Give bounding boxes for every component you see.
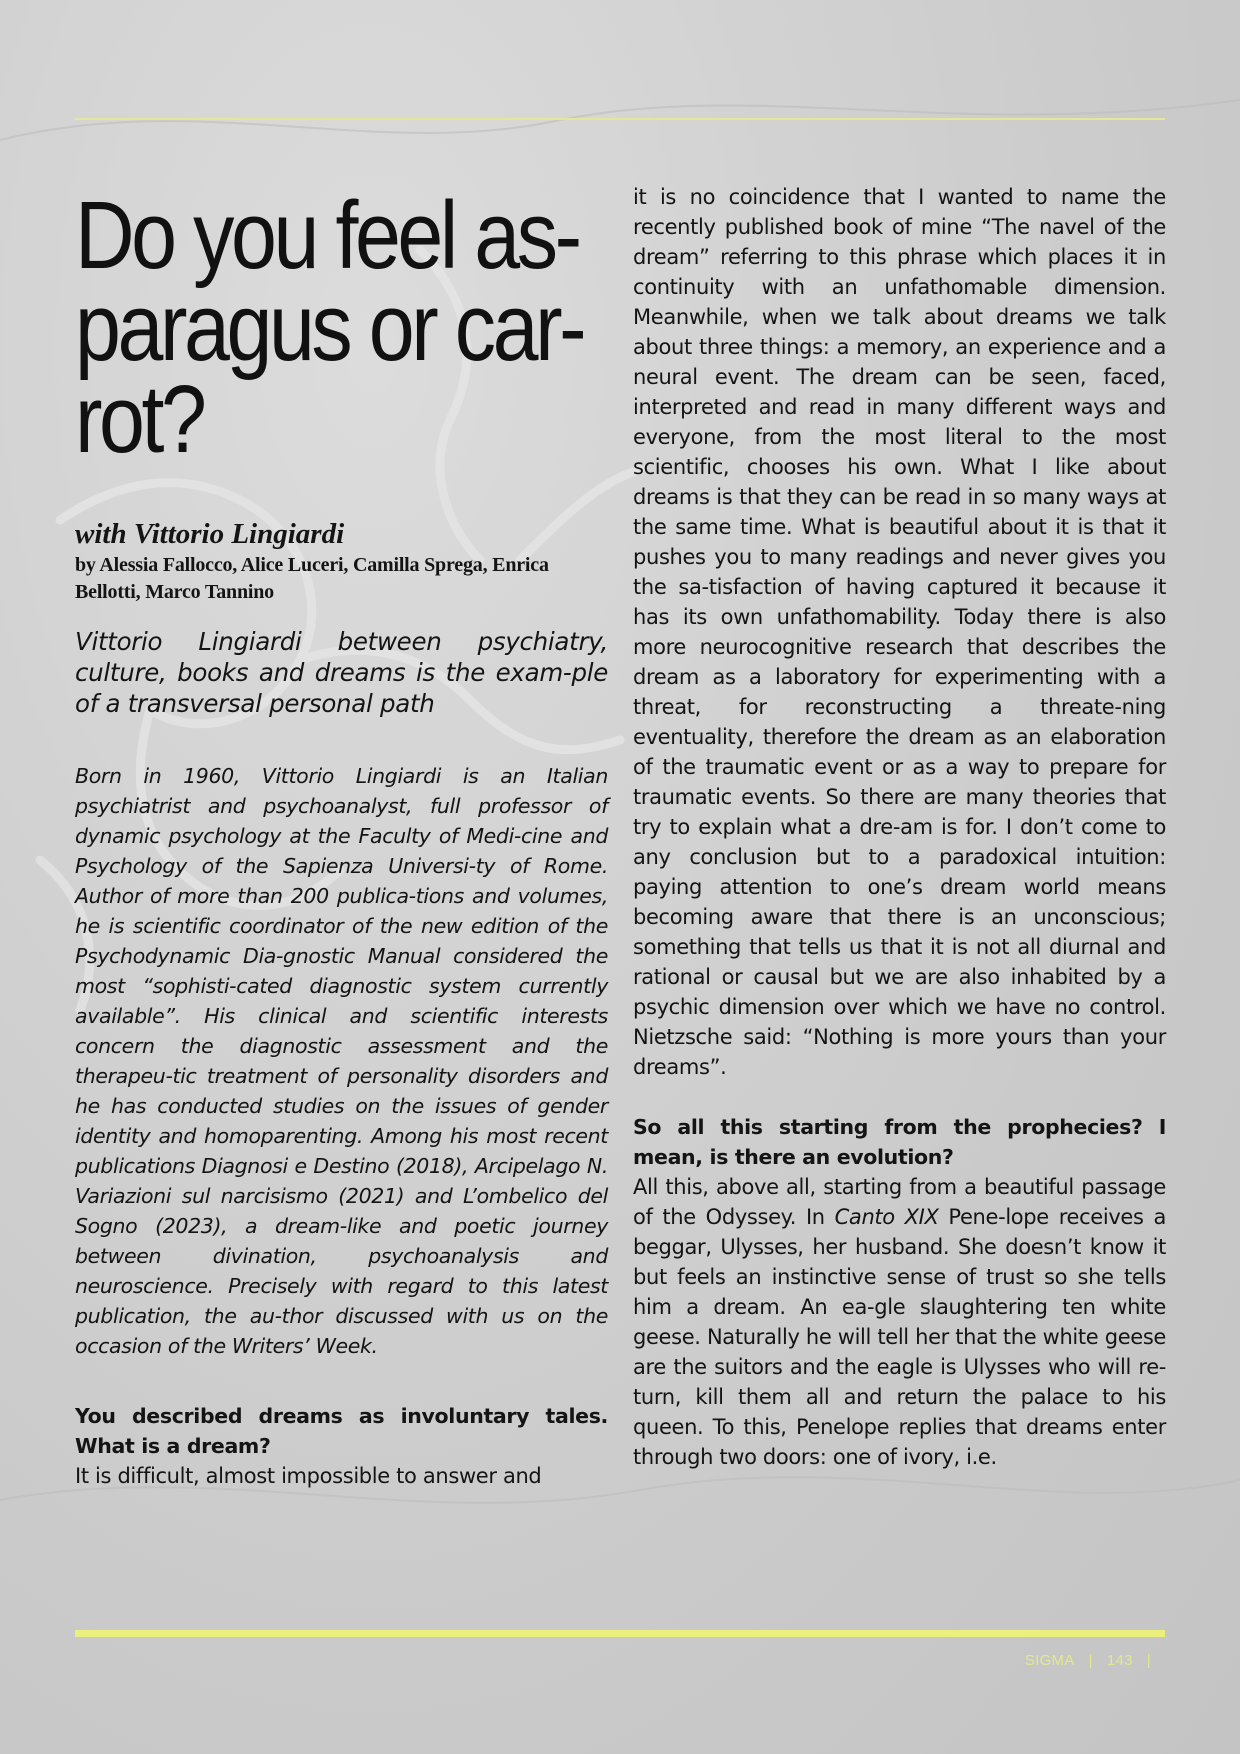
- left-column: [75, 182, 608, 1491]
- bottom-rule: [75, 1630, 1165, 1637]
- answer-2-italic: Canto XIX: [834, 1205, 939, 1229]
- answer-2-text-b: Pene-lope receives a beggar, Ulysses, her husband. She doesn’t know it but feels an instinctive sense of trust so she tells him a dream. An ea-gle slaughtering ten white geese. Naturally he will tell her that the white geese are the suitors and the eagle is Ulysses who will re-turn, kill them all and return the palace to his queen. To this, Penelope replies that dreams enter through two doors: one of ivory, i.e.: [633, 1205, 1166, 1469]
- answer-1-continued: it is no coincidence that I wanted to name the recently published book of mine “The navel of the dream” referring to this phrase which places it in continuity with an unfathomable dimension. Meanwhile, when we talk about dreams we talk about three things: a memory, an experience and a neural event. The dream can be seen, faced, interpreted and read in many different ways and everyone, from the most literal to the most scientific, chooses his own. What I like about dreams is that they can be read in so many ways at the same time. What is beautiful about it is that it pushes you to many readings and never gives you the sa-tisfaction of having captured it because it has its own unfathomability. Today there is also more neurocognitive research that describes the dream as a laboratory for experimenting with a threat, for reconstructing a threate-ning eventuality, therefore the dream as an elaboration of the traumatic event or as a way to prepare for traumatic events. So there are many theories that try to explain what a dre-am is for. I don’t come to any conclusion but to a paradoxical intuition: paying attention to one’s dream world means becoming aware that there is an unconscious; something that tells us that it is not all diurnal and rational or causal but we are also inhabited by a psychic dimension over which we have no control. Nietzsche said: “Nothing is more yours than your dreams”.: [633, 185, 1166, 1079]
- interviewee-line: with Vittorio Lingiardi: [75, 518, 345, 550]
- question-1: You described dreams as involuntary tales. What is a dream?: [75, 1404, 608, 1458]
- footer-separator-end: |: [1146, 1652, 1151, 1669]
- magazine-name: SIGMA: [1024, 1652, 1075, 1669]
- page-footer: [1025, 1652, 1165, 1669]
- intro-paragraph: Born in 1960, Vittorio Lingiardi is an Italian psychiatrist and psychoanalyst, full professor of dynamic psychology at the Faculty of Medi-cine and Psychology of the Sapienza Universi-ty of Rome. Author of more than 200 publica-tions and volumes, he is scientific coordinator of the new edition of the Psychodynamic Dia-gnostic Manual considered the most “sophisti-cated diagnostic system currently available”. His clinical and scientific interests concern the diagnostic assessment and the therapeu-tic treatment of personality disorders and he has conducted studies on the issues of gender identity and homoparenting. Among his most recent publications Diagnosi e Destino (2018), Arcipelago N. Variazioni sul narcisismo (2021) and L’ombelico del Sogno (2023), a dream-like and poetic journey between divination, psychoanalysis and neuroscience. Precisely with regard to this latest publication, the au-thor discussed with us on the occasion of the Writers’ Week.: [75, 764, 608, 1358]
- top-rule: [75, 118, 1165, 120]
- answer-2-text-a: All this, above all, starting from a beautiful passage of the Odyssey. In: [633, 1175, 1166, 1229]
- answer-2: [633, 1172, 1166, 1472]
- standfirst: Vittorio Lingiardi between psychiatry, culture, books and dreams is the exam-ple of a transversal personal path: [75, 627, 608, 718]
- article-title: Do you feel as-paragus or car-rot?: [75, 182, 584, 473]
- right-column: [633, 182, 1166, 1472]
- byline: by Alessia Fallocco, Alice Luceri, Camilla Sprega, Enrica Bellotti, Marco Tannino: [75, 554, 549, 603]
- page-number: 143: [1106, 1652, 1133, 1669]
- footer-separator: |: [1088, 1652, 1093, 1669]
- answer-1-start: It is difficult, almost impossible to answer and: [75, 1464, 542, 1488]
- question-2: So all this starting from the prophecies? I mean, is there an evolution?: [633, 1115, 1166, 1169]
